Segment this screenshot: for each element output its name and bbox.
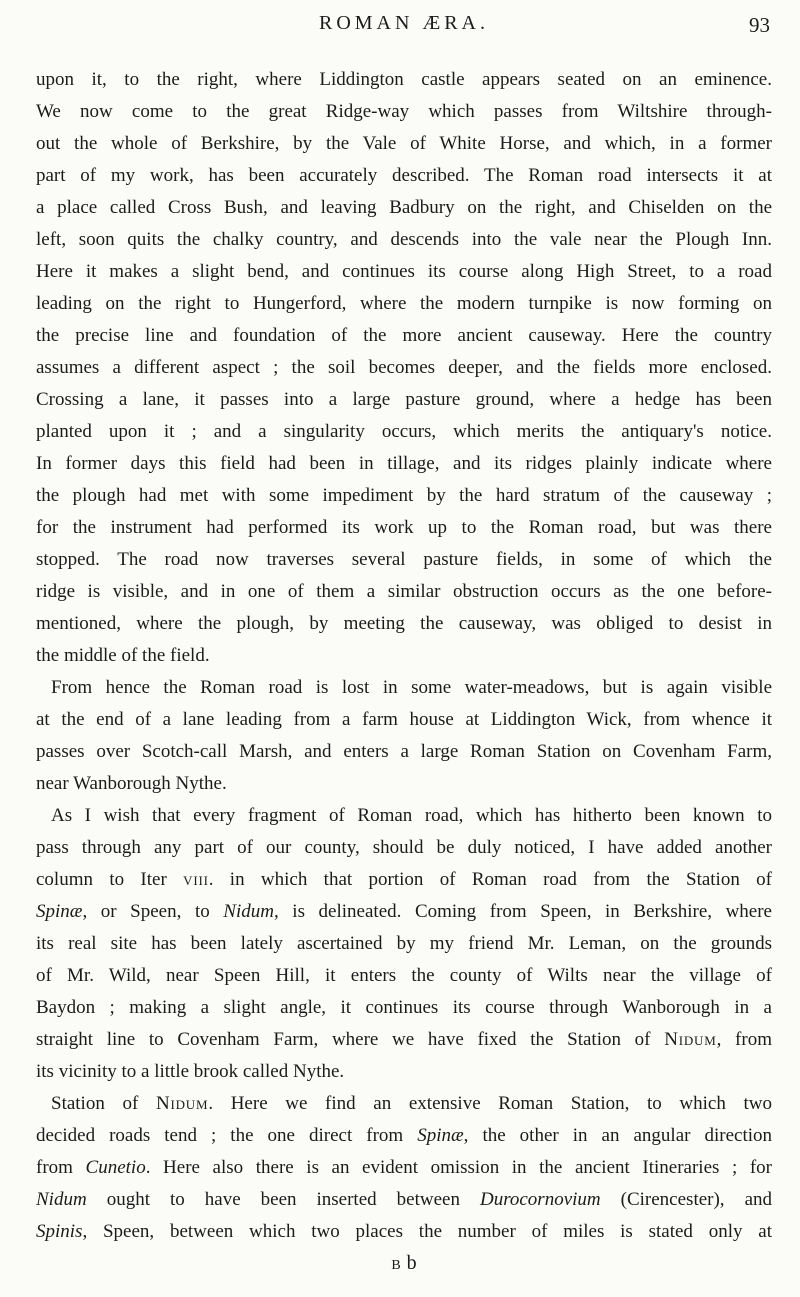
text-segment: Nidum bbox=[36, 1189, 87, 1210]
text-segment: mentioned, where the plough, by meeting the causeway, was obliged to desist in bbox=[36, 613, 772, 634]
text-line bbox=[36, 1120, 772, 1152]
text-segment: , or Speen, to bbox=[82, 901, 224, 922]
text-line bbox=[36, 128, 772, 160]
text-line bbox=[36, 640, 772, 672]
text-line bbox=[36, 1152, 772, 1184]
text-line bbox=[36, 1088, 772, 1120]
text-line bbox=[36, 960, 772, 992]
text-segment: from bbox=[36, 1157, 86, 1178]
page-header bbox=[36, 12, 772, 38]
text-segment: , the other in an angular direction bbox=[463, 1125, 772, 1146]
text-segment: ridge is visible, and in one of them a similar obstruction occurs as the one before- bbox=[36, 581, 772, 602]
text-segment: , is delineated. Coming from Speen, in Berkshire, where bbox=[273, 901, 772, 922]
text-segment: Spinis bbox=[36, 1221, 83, 1242]
text-segment: upon it, to the right, where Liddington castle appears seated on an eminence. bbox=[36, 69, 772, 90]
text-segment: the precise line and foundation of the more ancient causeway. Here the country bbox=[36, 325, 772, 346]
text-segment: From hence the Roman road is lost in some water-meadows, but is again visible bbox=[51, 677, 772, 698]
running-title: ROMAN ÆRA. bbox=[318, 12, 490, 34]
text-segment: Nidum bbox=[155, 1093, 209, 1114]
text-line bbox=[36, 96, 772, 128]
text-segment: , from bbox=[716, 1029, 772, 1050]
text-line bbox=[36, 704, 772, 736]
text-line bbox=[36, 352, 772, 384]
text-line bbox=[36, 608, 772, 640]
text-segment: the plough had met with some impediment by the hard stratum of the causeway ; bbox=[36, 485, 772, 506]
text-line bbox=[36, 224, 772, 256]
text-segment: Here it makes a slight bend, and continues its course along High Street, to a road bbox=[36, 261, 772, 282]
text-segment: . in which that portion of Roman road from the Station of bbox=[208, 869, 772, 890]
text-line bbox=[36, 864, 772, 896]
text-line bbox=[36, 576, 772, 608]
text-line bbox=[36, 896, 772, 928]
text-segment: Baydon ; making a slight angle, it continues its course through Wanborough in a bbox=[36, 997, 772, 1018]
text-line bbox=[36, 992, 772, 1024]
text-segment: Nidum bbox=[223, 901, 274, 922]
text-segment: b bbox=[401, 1252, 417, 1274]
text-segment: Nidum bbox=[664, 1029, 717, 1050]
text-segment: As I wish that every fragment of Roman road, which has hitherto been known to bbox=[51, 805, 772, 826]
text-segment: left, soon quits the chalky country, and descends into the vale near the Plough Inn. bbox=[36, 229, 772, 250]
text-segment: a place called Cross Bush, and leaving Badbury on the right, and Chiselden on the bbox=[36, 197, 772, 218]
text-segment: Crossing a lane, it passes into a large pasture ground, where a hedge has been bbox=[36, 389, 772, 410]
text-segment: its real site has been lately ascertained by my friend Mr. Leman, on the grounds bbox=[36, 933, 772, 954]
text-line bbox=[36, 288, 772, 320]
text-segment: Station of bbox=[51, 1093, 156, 1114]
text-line bbox=[36, 736, 772, 768]
text-segment: near Wanborough Nythe. bbox=[36, 773, 227, 794]
text-segment: Cunetio bbox=[85, 1157, 146, 1178]
text-segment: out the whole of Berkshire, by the Vale of White Horse, and which, in a former bbox=[36, 133, 772, 154]
text-segment: ought to have been inserted between bbox=[86, 1189, 480, 1210]
text-line bbox=[36, 544, 772, 576]
text-segment: planted upon it ; and a singularity occurs, which merits the antiquary's notice. bbox=[36, 421, 772, 442]
text-segment: . Here we find an extensive Roman Station, to which two bbox=[208, 1093, 772, 1114]
text-segment: at the end of a lane leading from a farm house at Liddington Wick, from whence it bbox=[36, 709, 772, 730]
text-line bbox=[36, 512, 772, 544]
text-line bbox=[36, 672, 772, 704]
text-segment: Durocornovium bbox=[479, 1189, 601, 1210]
text-line bbox=[36, 448, 772, 480]
text-line bbox=[36, 1216, 772, 1248]
text-segment: Spinæ bbox=[36, 901, 83, 922]
text-line bbox=[36, 160, 772, 192]
text-segment: passes over Scotch-call Marsh, and enters a large Roman Station on Covenham Farm, bbox=[36, 741, 772, 762]
text-segment: its vicinity to a little brook called Nythe. bbox=[36, 1061, 345, 1082]
text-line bbox=[36, 768, 772, 800]
text-line bbox=[36, 1184, 772, 1216]
text-line bbox=[36, 192, 772, 224]
text-line bbox=[36, 480, 772, 512]
text-segment: of Mr. Wild, near Speen Hill, it enters the county of Wilts near the village of bbox=[36, 965, 772, 986]
text-segment: straight line to Covenham Farm, where we have fixed the Station of bbox=[36, 1029, 665, 1050]
text-segment: the middle of the field. bbox=[36, 645, 210, 666]
text-segment: assumes a different aspect ; the soil becomes deeper, and the fields more enclosed. bbox=[36, 357, 772, 378]
text-segment: Spinæ bbox=[417, 1125, 464, 1146]
text-segment: pass through any part of our county, should be duly noticed, I have added another bbox=[36, 837, 772, 858]
page-number: 93 bbox=[749, 13, 770, 37]
text-line bbox=[36, 1056, 772, 1088]
text-line bbox=[36, 800, 772, 832]
text-segment: (Cirencester), and bbox=[600, 1189, 772, 1210]
text-line bbox=[36, 64, 772, 96]
text-segment: viii bbox=[183, 869, 209, 890]
text-segment: column to Iter bbox=[36, 869, 184, 890]
text-block bbox=[36, 64, 772, 1248]
text-segment: part of my work, has been accurately described. The Roman road intersects it at bbox=[36, 165, 772, 186]
text-line bbox=[36, 416, 772, 448]
text-segment: . Here also there is an evident omission in the ancient Itineraries ; for bbox=[145, 1157, 772, 1178]
text-line bbox=[36, 384, 772, 416]
text-segment: for the instrument had performed its work up to the Roman road, but was there bbox=[36, 517, 772, 538]
text-segment: stopped. The road now traverses several pasture fields, in some of which the bbox=[36, 549, 772, 570]
text-line bbox=[36, 320, 772, 352]
text-segment: , Speen, between which two places the number of miles is stated only at bbox=[82, 1221, 772, 1242]
text-segment: In former days this field had been in tillage, and its ridges plainly indicate where bbox=[36, 453, 772, 474]
text-line bbox=[36, 256, 772, 288]
text-segment: We now come to the great Ridge-way which passes from Wiltshire through- bbox=[36, 101, 772, 122]
text-line bbox=[36, 832, 772, 864]
text-line bbox=[36, 1024, 772, 1056]
text-segment: leading on the right to Hungerford, where the modern turnpike is now forming on bbox=[36, 293, 772, 314]
signature-mark bbox=[36, 1250, 772, 1276]
text-line bbox=[36, 928, 772, 960]
text-segment: decided roads tend ; the one direct from bbox=[36, 1125, 418, 1146]
text-segment: b bbox=[391, 1252, 402, 1274]
